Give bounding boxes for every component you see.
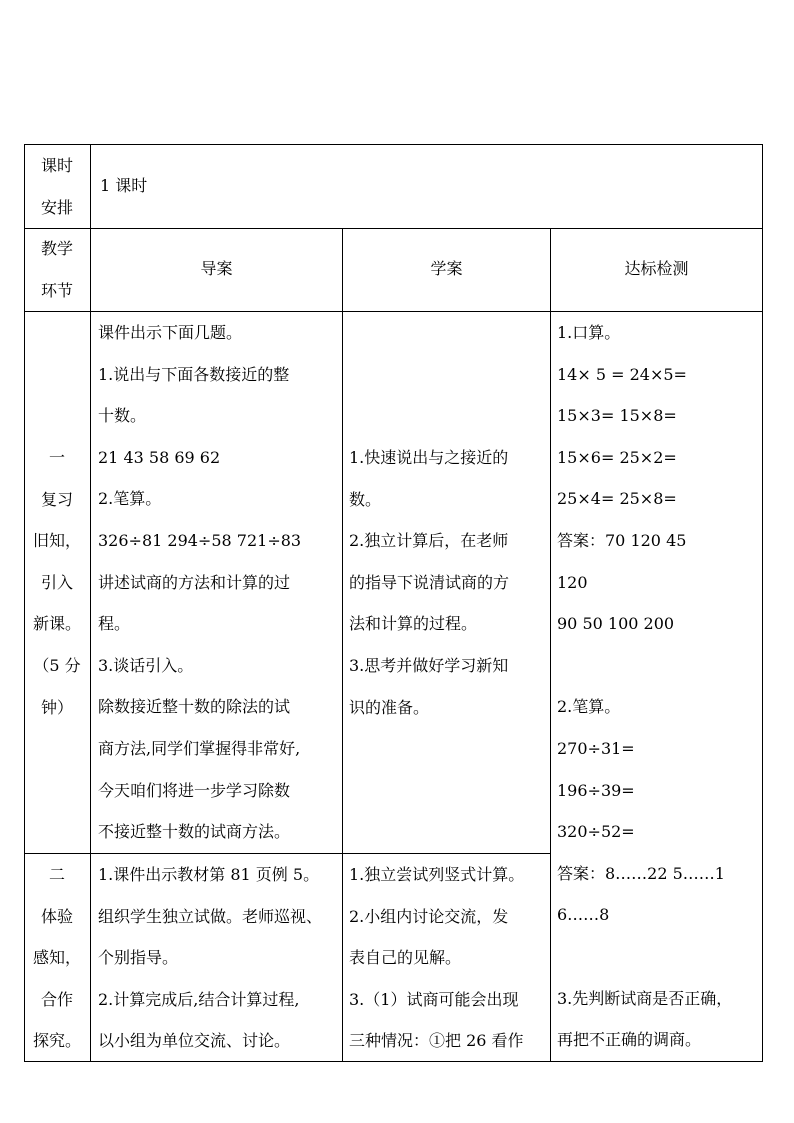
section1-label: 一 复习 旧知， 引入 新课。 （5 分 钟） (32, 448, 81, 717)
section2-study: 1.独立尝试列竖式计算。 2.小组内讨论交流，发 表自己的见解。 3.（1）试商可能会出现 三种情况：①把 26 看作 (349, 865, 525, 1051)
rule-guide-col (342, 228, 343, 1062)
guide-header: 导案 (200, 259, 233, 278)
check-column: 1.口算。 14× 5 = 24×5= 15×3= 15×8= 15×6= 25×2= 25×4= 25×8= 答案：70 120 45 120 90 50 100 200 2.笔算。 270÷31= 196÷39= 320÷52= 答案：8……22 5……1 6……8 3.先判断试商是否正确， 再把不正确的调商。 (557, 323, 733, 1050)
rule-study-col (550, 228, 551, 1062)
check-header: 达标检测 (624, 259, 689, 278)
stage-label: 教学 环节 (40, 239, 73, 300)
schedule-label: 课时 安排 (40, 156, 73, 217)
lesson-plan-table (24, 144, 763, 1062)
rule-top (24, 144, 763, 145)
section1-guide: 课件出示下面几题。 1.说出与下面各数接近的整 十数。 21 43 58 69 62 2.笔算。 326÷81 294÷58 721÷83 讲述试商的方法和计算的过 程。 3.谈话引入。 除数接近整十数的除法的试 商方法,同学们掌握得非常好, 今天咱们将进一步学习除数 不接近整十数的试商方法。 (98, 323, 302, 842)
rule-right (762, 144, 763, 1062)
rule-after-schedule (24, 228, 763, 229)
section2-guide: 1.课件出示教材第 81 页例 5。 组织学生独立试做。老师巡视、 个别指导。 2.计算完成后,结合计算过程, 以小组为单位交流、讨论。 (98, 865, 323, 1051)
schedule-value: 1 课时 (100, 176, 148, 195)
study-header: 学案 (430, 259, 463, 278)
section2-label: 二 体验 感知， 合作 探究。 (32, 865, 81, 1051)
section1-study: 1.快速说出与之接近的 数。 2.独立计算后，在老师 的指导下说清试商的方 法和计算的过程。 3.思考并做好学习新知 识的准备。 (349, 448, 510, 717)
